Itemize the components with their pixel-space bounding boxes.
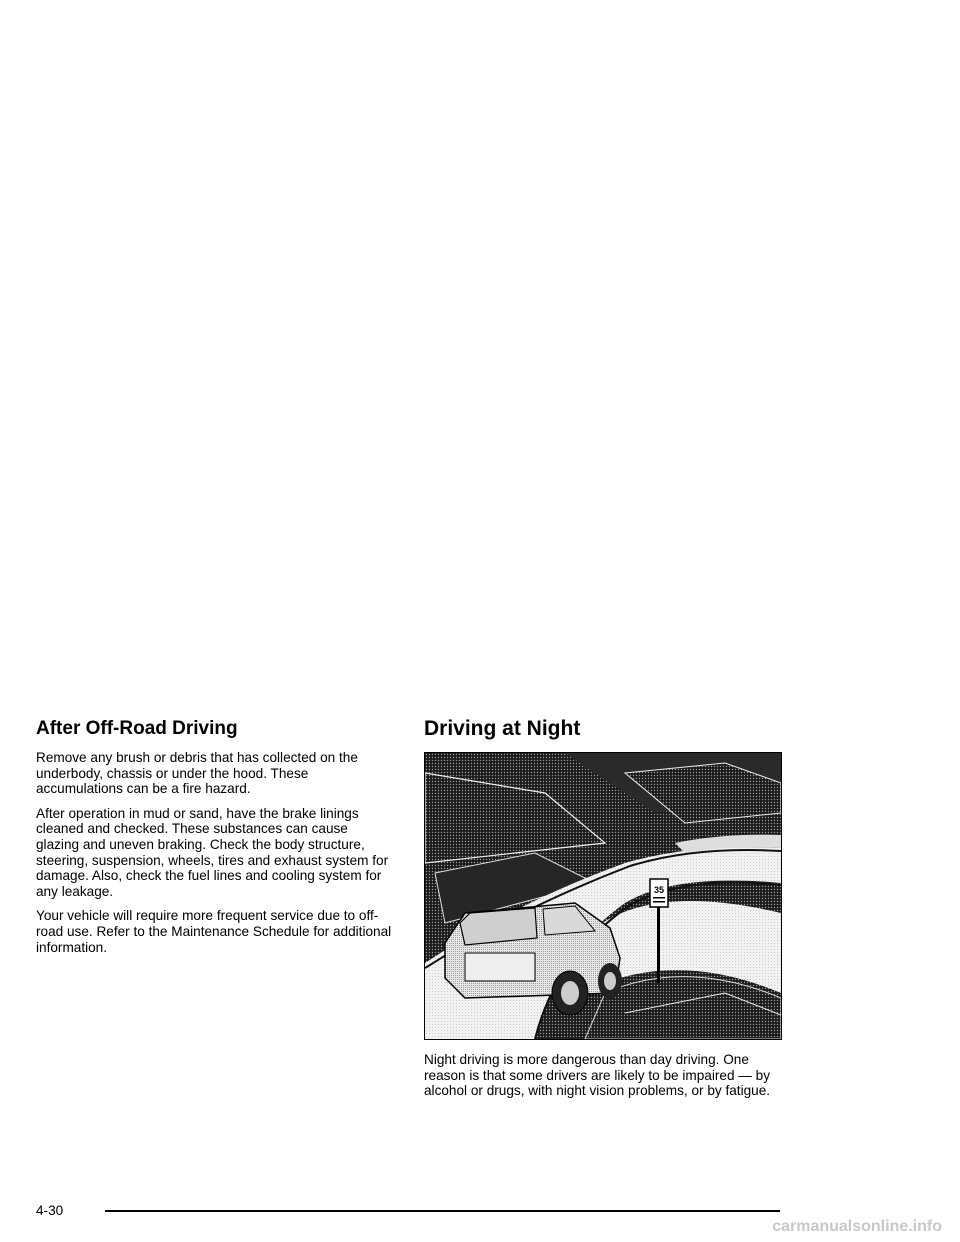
speed-sign-number: 35 (653, 885, 665, 895)
section-heading-night-driving: Driving at Night (424, 717, 581, 740)
watermark: carmanualsonline.info (772, 1218, 942, 1235)
paragraph: Night driving is more dangerous than day driving. One reason is that some drivers are likely to be impaired — by alcohol or drugs, with night vision problems, or by fatigue. (424, 1052, 771, 1099)
paragraph: After operation in mud or sand, have the brake linings cleaned and checked. These substances can cause glazing and uneven braking. Check the body structure, steering, suspension, wheels, tires and exhaust system for damage. Also, check the fuel lines and cooling system for any leakage. (36, 805, 389, 899)
section-night-driving (424, 716, 784, 1108)
page-number: 4-30 (36, 1203, 64, 1218)
section-heading-after-offroad: After Off-Road Driving (36, 718, 238, 739)
footer-rule (105, 1210, 780, 1212)
section-after-offroad (36, 716, 392, 964)
paragraph: Your vehicle will require more frequent service due to off-road use. Refer to the Maintenance Schedule for additional information. (36, 908, 392, 955)
paragraph: Remove any brush or debris that has collected on the underbody, chassis or under the hood. These accumulations can be a fire hazard. (36, 750, 358, 797)
night-driving-illustration (424, 752, 782, 1040)
